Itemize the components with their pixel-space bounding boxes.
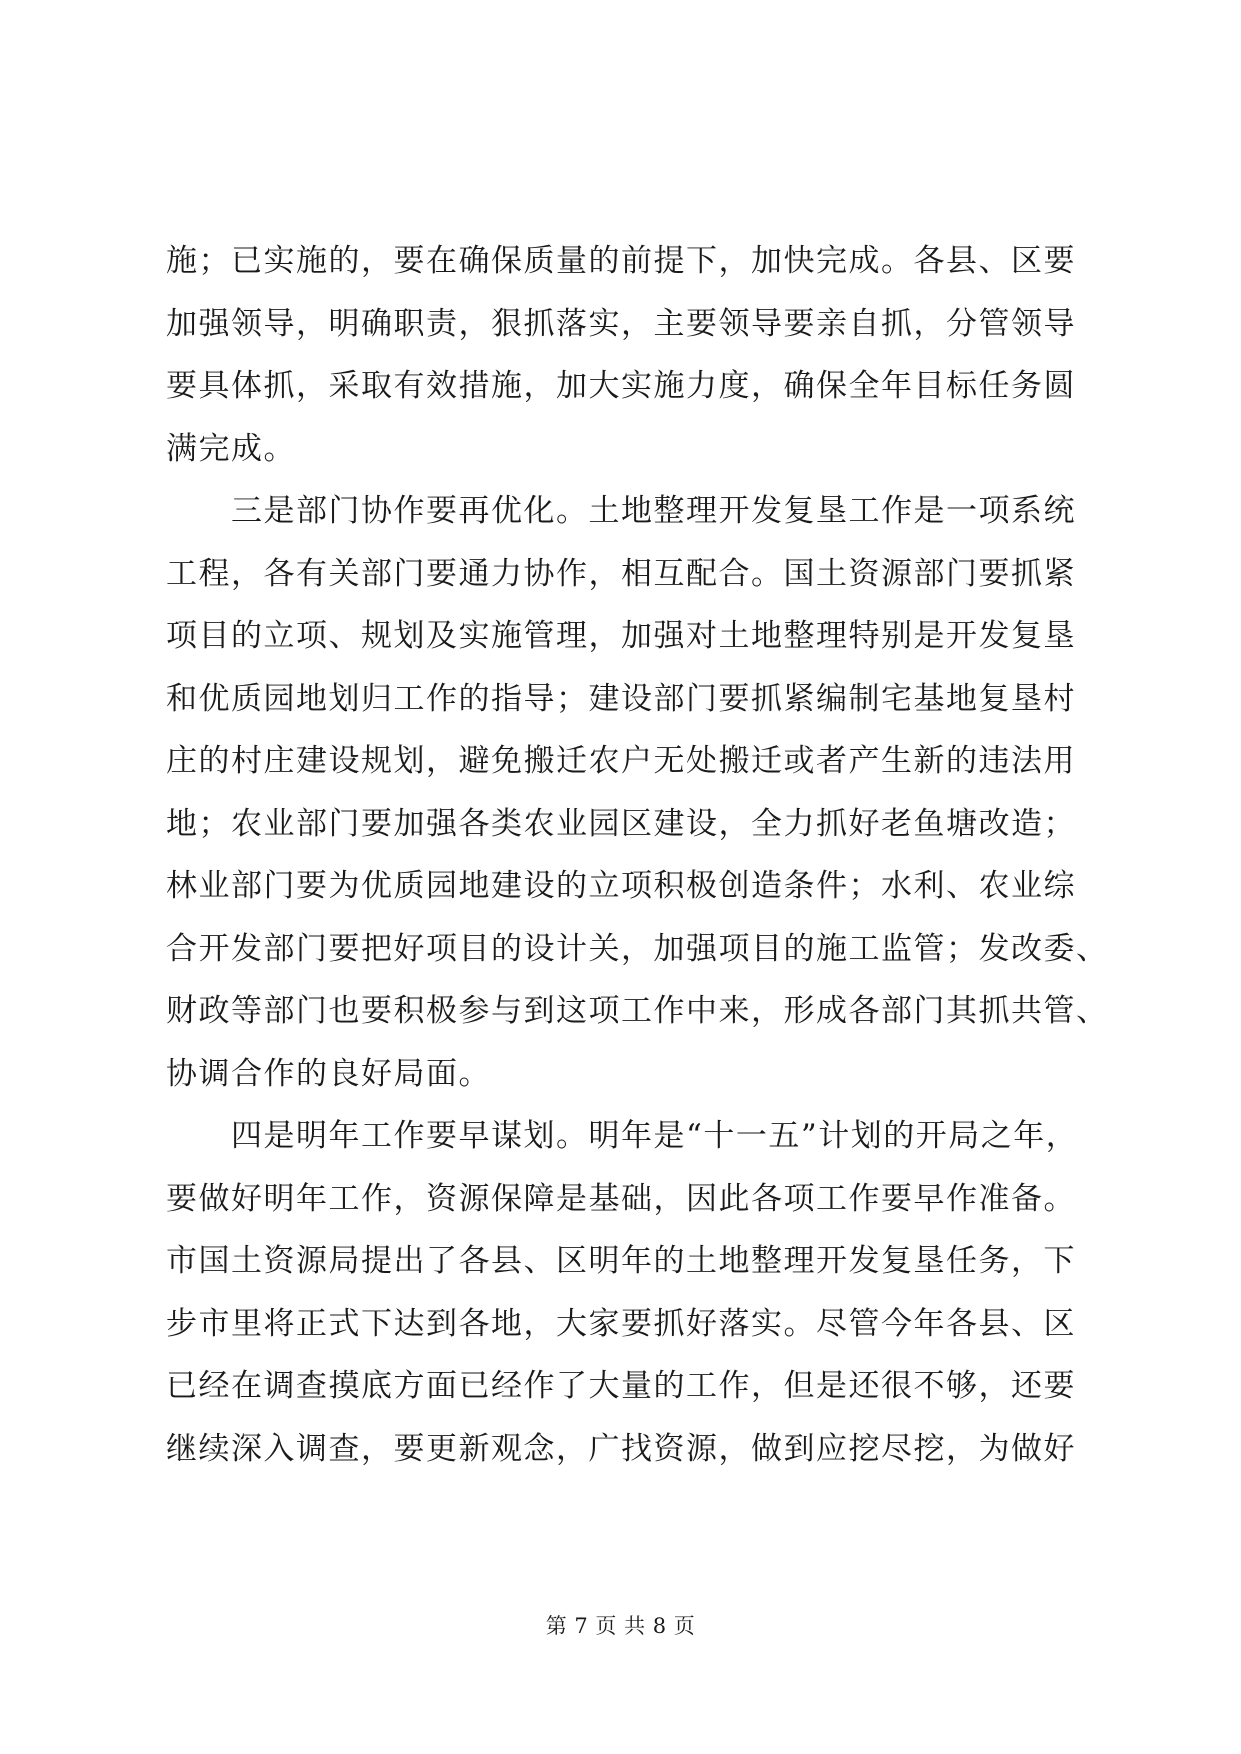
paragraph-start-line: 四是明年工作要早谋划。明年是“十一五”计划的开局之年，	[166, 1118, 1079, 1154]
text-line: 施；已实施的，要在确保质量的前提下，加快完成。各县、区要	[166, 243, 1076, 279]
text-line: 加强领导，明确职责，狠抓落实，主要领导要亲自抓，分管领导	[166, 305, 1076, 342]
paragraph-start-line: 三是部门协作要再优化。土地整理开发复垦工作是一项系统	[166, 493, 1076, 529]
text-line: 和优质园地划归工作的指导；建设部门要抓紧编制宅基地复垦村	[166, 680, 1076, 717]
text-line: 财政等部门也要积极参与到这项工作中来，形成各部门其抓共管、	[166, 993, 1109, 1029]
page-footer	[0, 1610, 1241, 1640]
text-line: 林业部门要为优质园地建设的立项积极创造条件；水利、农业综	[166, 868, 1076, 904]
text-line: 地；农业部门要加强各类农业园区建设，全力抓好老鱼塘改造；	[166, 805, 1076, 842]
text-line: 协调合作的良好局面。	[166, 1055, 491, 1092]
text-line: 要具体抓，采取有效措施，加大实施力度，确保全年目标任务圆	[166, 368, 1076, 404]
body-text	[166, 230, 1109, 1480]
text-line: 庄的村庄建设规划，避免搬迁农户无处搬迁或者产生新的违法用	[166, 743, 1076, 779]
text-line: 市国土资源局提出了各县、区明年的土地整理开发复垦任务，下	[166, 1243, 1076, 1279]
text-line: 工程，各有关部门要通力协作，相互配合。国土资源部门要抓紧	[166, 555, 1076, 592]
text-line: 继续深入调查，要更新观念，广找资源，做到应挖尽挖，为做好	[166, 1430, 1076, 1467]
text-line: 要做好明年工作，资源保障是基础，因此各项工作要早作准备。	[166, 1180, 1076, 1217]
text-line: 已经在调查摸底方面已经作了大量的工作，但是还很不够，还要	[166, 1368, 1076, 1404]
text-line: 合开发部门要把好项目的设计关，加强项目的施工监管；发改委、	[166, 930, 1109, 967]
text-line: 项目的立项、规划及实施管理，加强对土地整理特别是开发复垦	[166, 618, 1076, 654]
text-line: 满完成。	[166, 430, 296, 467]
text-line: 步市里将正式下达到各地，大家要抓好落实。尽管今年各县、区	[166, 1305, 1076, 1342]
page-number-label: 第 7 页 共 8 页	[545, 1614, 696, 1638]
